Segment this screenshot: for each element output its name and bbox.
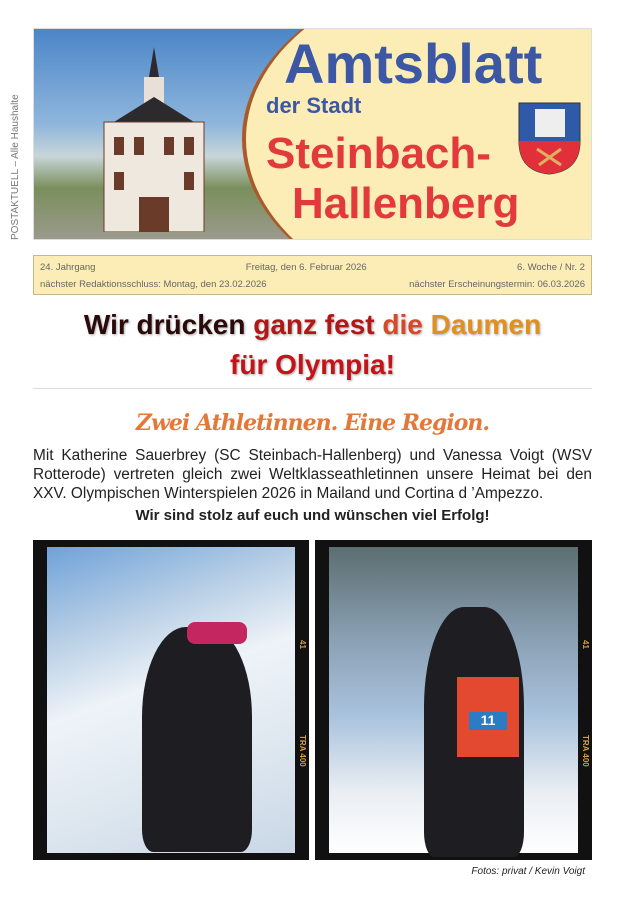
headline: Wir drücken ganz fest die Daumen für Olympia! bbox=[33, 305, 592, 389]
article-body: Mit Katherine Sauerbrey (SC Steinbach-Hallenberg) und Vanessa Voigt (WSV Rotterode) vertreten gleich zwei Weltklasseathletinnen unsere Heimat bei den XXV. Olympischen Winterspielen 2026 in Mailand und Cortina d ’Ampezzo. bbox=[33, 447, 592, 502]
distribution-label: POSTAKTUELL – Alle Haushalte bbox=[10, 94, 21, 240]
closing-line: Wir sind stolz auf euch und wünschen viel Erfolg! bbox=[135, 507, 490, 524]
editorial-deadline: nächster Redaktionsschluss: Montag, den 23.02.2026 bbox=[40, 279, 267, 290]
photo-credit: Fotos: privat / Kevin Voigt bbox=[471, 866, 585, 877]
issue-info-box bbox=[33, 255, 592, 295]
masthead-subtitle: der Stadt bbox=[266, 93, 362, 118]
next-issue-date: nächster Erscheinungstermin: 06.03.2026 bbox=[409, 279, 585, 290]
photo-sauerbrey: 41 TRA 400 bbox=[33, 540, 309, 860]
masthead-title: Amtsblatt bbox=[284, 32, 543, 95]
town-hall-image bbox=[94, 47, 214, 232]
subheading: Zwei Athletinnen. Eine Region. bbox=[135, 410, 490, 436]
issue-date: Freitag, den 6. Februar 2026 bbox=[245, 262, 367, 273]
coat-of-arms-icon bbox=[517, 101, 582, 176]
issue-number: 6. Woche / Nr. 2 bbox=[517, 262, 585, 273]
volume: 24. Jahrgang bbox=[40, 262, 96, 273]
masthead-city: Steinbach- Hallenberg bbox=[266, 129, 520, 228]
photo-voigt: 11 41 TRA 400 bbox=[315, 540, 592, 860]
masthead bbox=[33, 28, 592, 240]
